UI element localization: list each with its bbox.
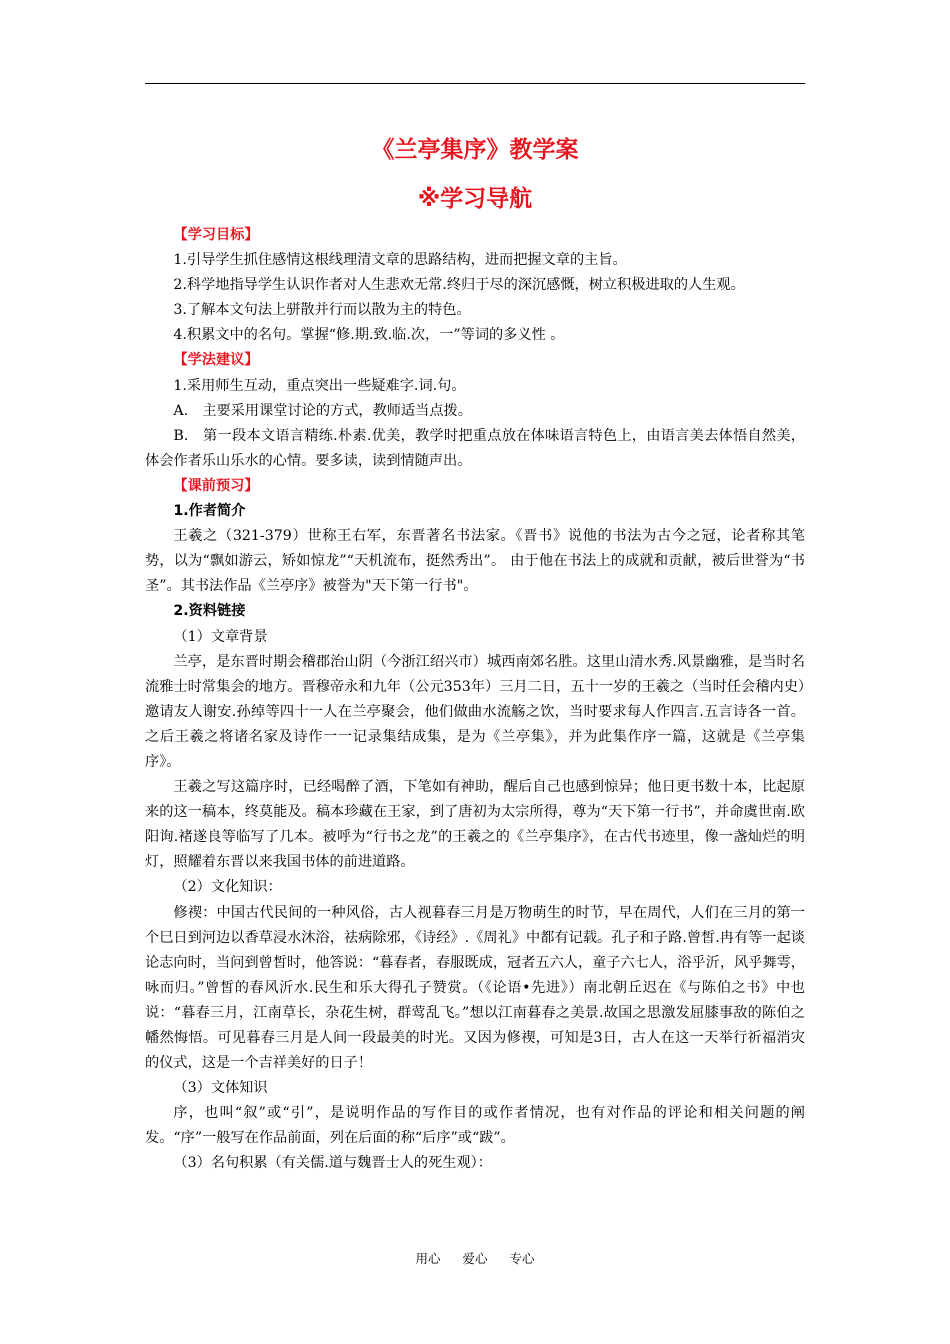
links-heading: 2.资料链接 [173,603,246,620]
document-body [145,223,805,1177]
header-rule [145,83,805,84]
culture-heading: （2）文化知识： [173,879,282,896]
page-title: 《兰亭集序》教学案 [371,137,579,163]
background-paragraph: 兰亭，是东晋时期会稽郡治山阴（今浙江绍兴市）城西南郊名胜。这里山清水秀.风景幽雅，是当时名流雅士时常集会的地方。晋穆帝永和九年（公元353年）三月二日，五十一岁的王羲之（当时任会稽内史）邀请友人谢安.孙绰等四十一人在兰亭聚会，他们做曲水流觞之饮，当时要求每人作四言.五言诗各一首。之后王羲之将诸名家及诗作一一记录集结成集，是为《兰亭集》，并为此集作序一篇，这就是《兰亭集序》。 [145,653,805,770]
background-paragraph: 王羲之写这篇序时，已经喝醉了酒，下笔如有神助，醒后自己也感到惊异；他日更书数十本，比起原来的这一稿本，终莫能及。稿本珍藏在王家，到了唐初为太宗所得，尊为“天下第一行书”，并命虞世南.欧阳询.褚遂良等临写了几本。被呼为“行书之龙”的王羲之的《兰亭集序》，在古代书迹里，像一盏灿烂的明灯，照耀着东晋以来我国书体的前进道路。 [145,779,805,871]
page-footer: 用心 爱心 专心 [415,1251,535,1266]
method-item: 1.采用师生互动，重点突出一些疑难字.词.句。 [173,377,466,394]
goal-item: 3.了解本文句法上骈散并行而以散为主的特色。 [173,302,471,319]
genre-paragraph: 序，也叫“叙”或“引”，是说明作品的写作目的或作者情况，也有对作品的评论和相关问题的阐发。“序”一般写在作品前面，列在后面的称“后序”或“跋”。 [145,1105,805,1147]
section-heading-methods: 【学法建议】 [173,352,259,369]
quotes-heading: （3）名句积累（有关儒.道与魏晋士人的死生观）： [173,1155,492,1172]
author-heading: 1.作者简介 [173,503,246,520]
author-paragraph: 王羲之（321-379）世称王右军，东晋著名书法家。《晋书》说他的书法为古今之冠，论者称其笔势，以为“飘如游云，矫如惊龙”“天机流布，挺然秀出”。 由于他在书法上的成就和贡献，被后世誉为“书圣”。其书法作品《兰亭序》被誉为"天下第一行书"。 [145,528,805,595]
goal-item: 1.引导学生抓住感情这根线理清文章的思路结构，进而把握文章的主旨。 [173,252,627,269]
section-heading-preview: 【课前预习】 [173,477,259,494]
section-heading-goals: 【学习目标】 [173,227,259,243]
page-subtitle: ※学习导航 [417,186,533,212]
background-heading: （1）文章背景 [173,628,268,645]
method-item: A. 主要采用课堂讨论的方式，教师适当点拨。 [173,402,472,419]
goal-item: 2.科学地指导学生认识作者对人生悲欢无常.终归于尽的深沉感慨，树立积极进取的人生观。 [173,277,745,294]
method-item: B. 第一段本文语言精练.朴素.优美，教学时把重点放在体味语言特色上，由语言美去体悟自然美，体会作者乐山乐水的心情。要多读，读到情随声出。 [145,427,805,469]
culture-paragraph: 修禊：中国古代民间的一种风俗，古人视暮春三月是万物萌生的时节，早在周代，人们在三月的第一个巳日到河边以香草浸水沐浴，祛病除邪，《诗经》.《周礼》中都有记载。孔子和子路.曾皙.冉有等一起谈论志向时，当问到曾皙时，他答说：“暮春者，春服既成，冠者五六人，童子六七人，浴乎沂，风乎舞雩，咏而归。”曾皙的春风沂水.民生和乐大得孔子赞赏。（《论语•先进》）南北朝丘迟在《与陈伯之书》中也说：“暮春三月，江南草长，杂花生树，群莺乱飞。”想以江南暮春之美景.故国之思激发屈膝事敌的陈伯之幡然悔悟。可见暮春三月是人间一段最美的时光。又因为修禊，可知是3日，古人在这一天举行祈福消灾的仪式，这是一个吉祥美好的日子！ [145,904,805,1072]
goal-item: 4.积累文中的名句。掌握“修.期.致.临.次，一”等词的多义性 。 [173,327,565,344]
genre-heading: （3）文体知识 [173,1080,268,1097]
